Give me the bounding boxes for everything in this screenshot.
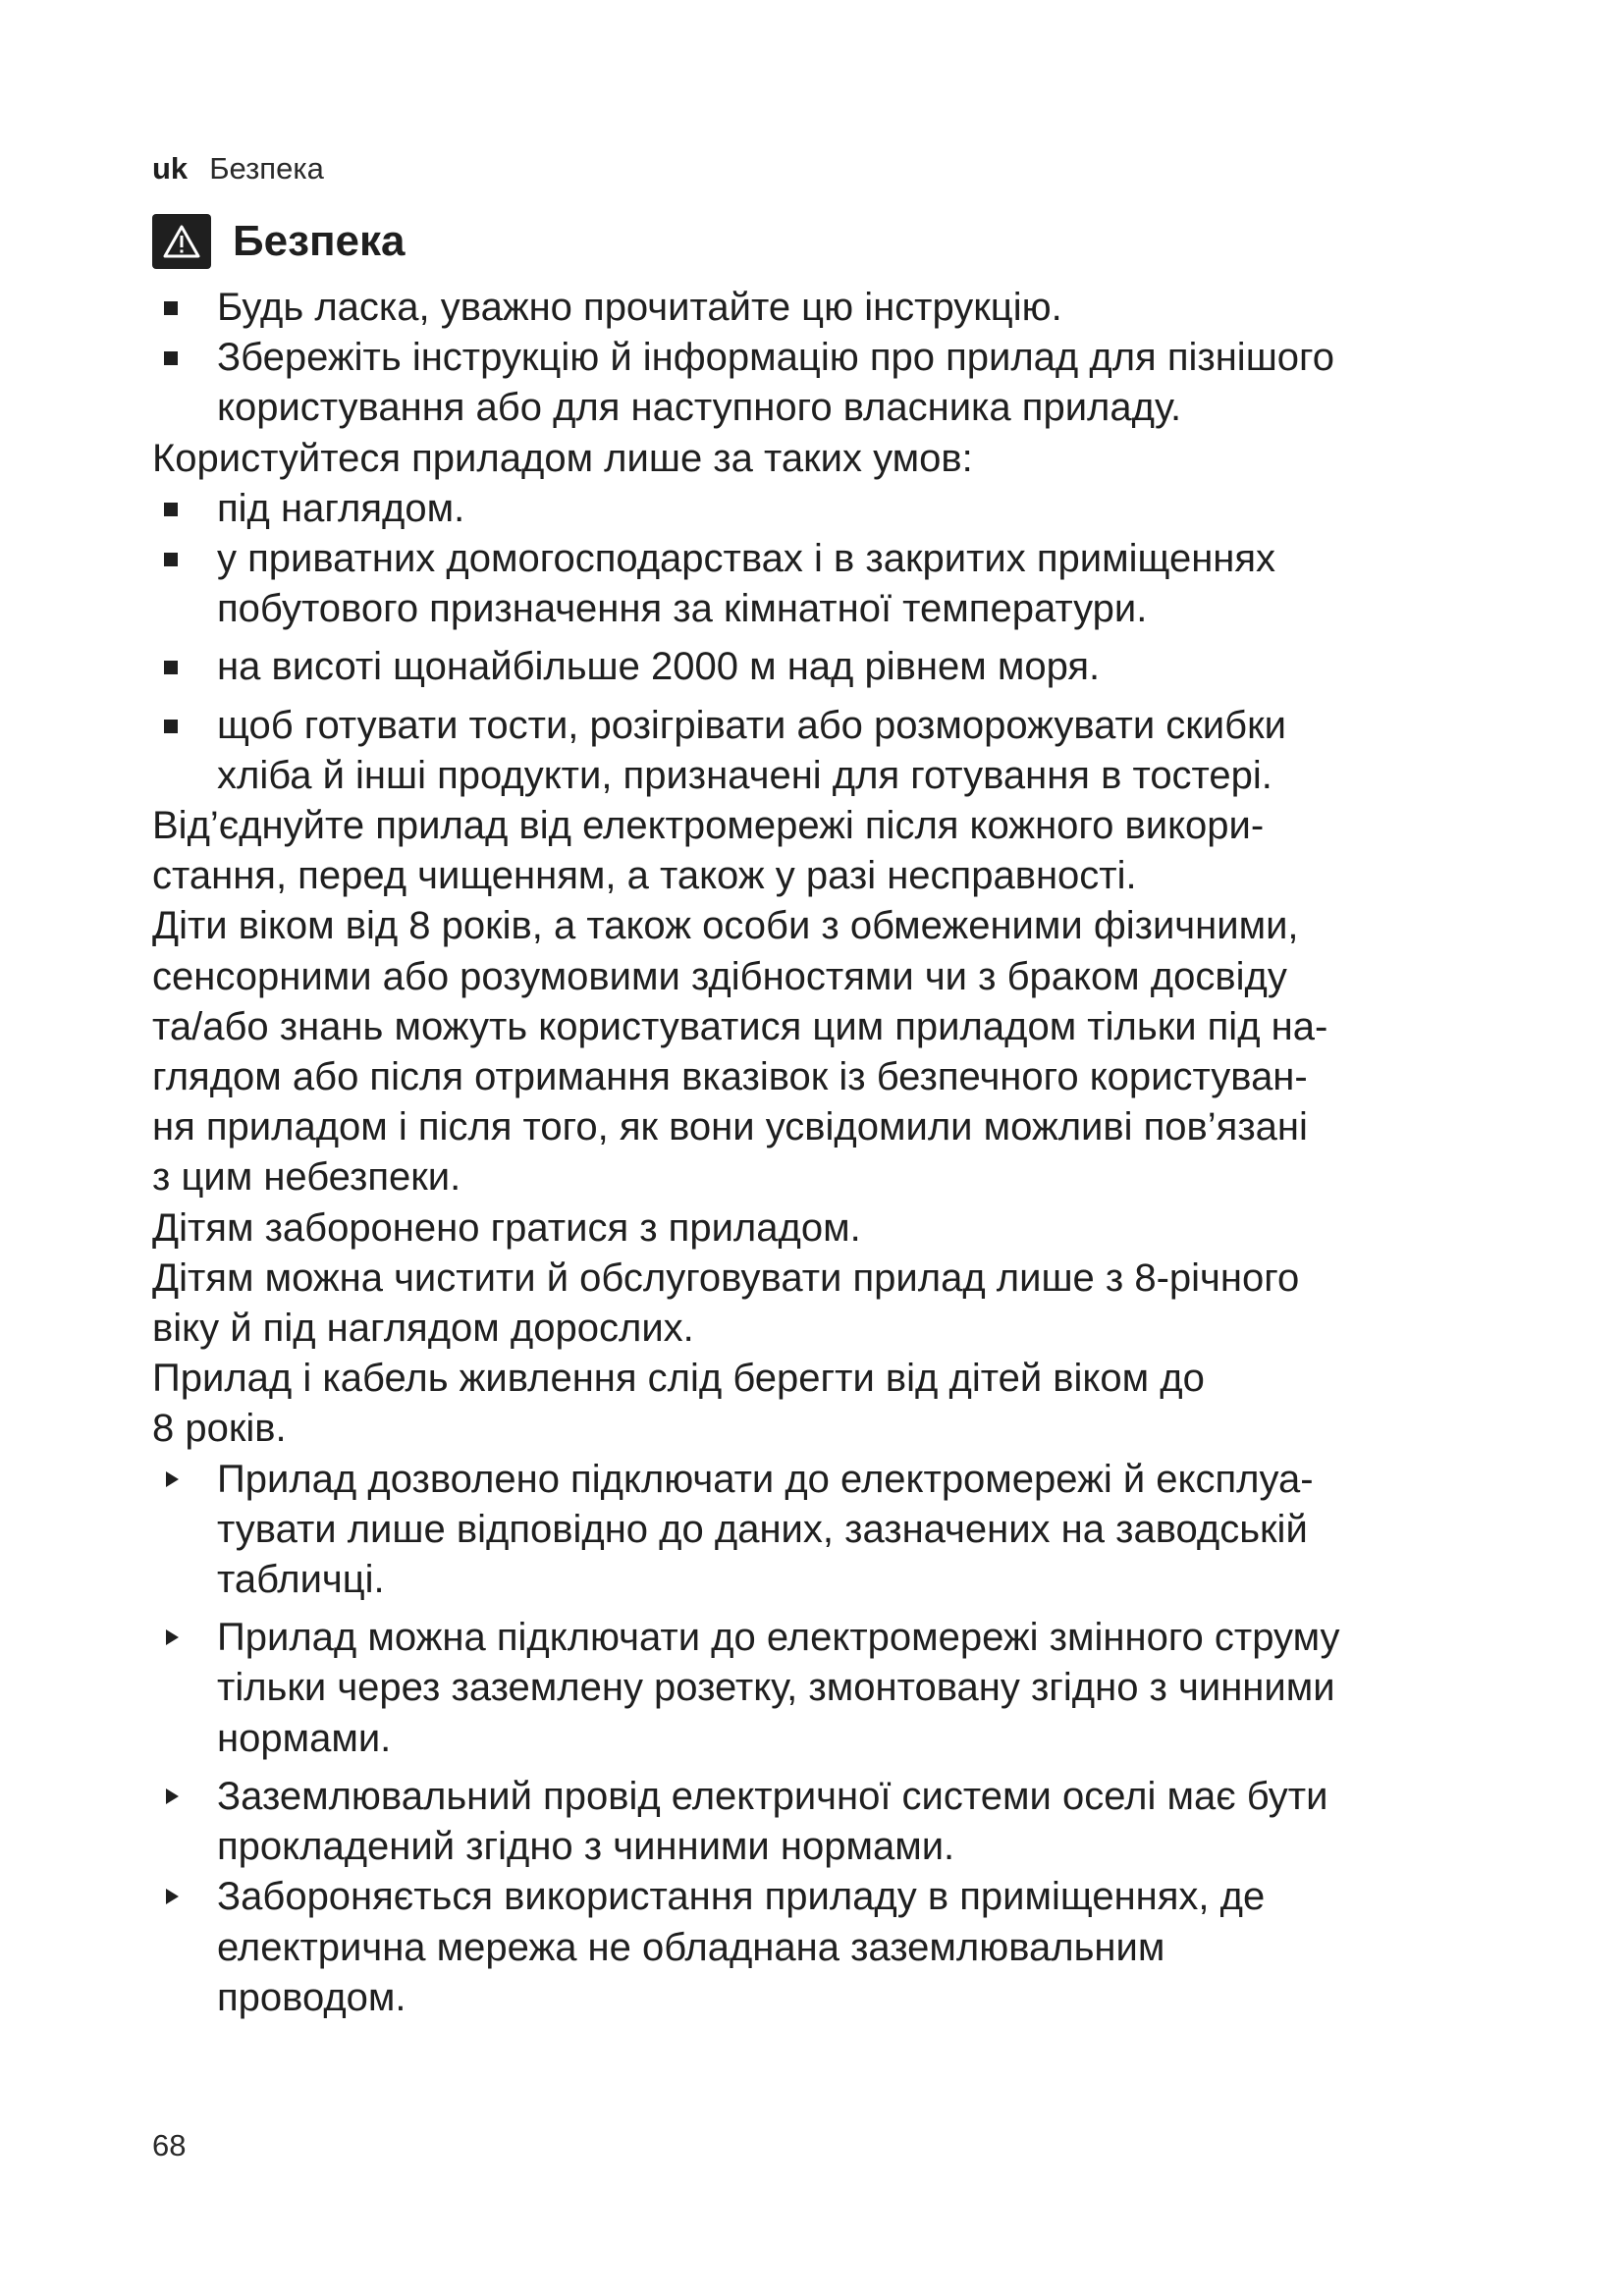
page-header — [152, 147, 324, 190]
paragraph: Дітям можна чистити й обслуговувати прилад лише з 8-річного віку й під наглядом дорослих. — [152, 1255, 1300, 1351]
list-item: щоб готувати тости, розігрівати або розморожувати скибки хліба й інші продукти, призначені для готування в тостері. — [152, 701, 1527, 801]
instruction-item: Прилад дозволено підключати до електромережі й експлуа- тувати лише відповідно до даних, зазначених на заводській табличці. — [152, 1455, 1527, 1606]
square-bullet-icon — [162, 701, 182, 751]
triangle-bullet-icon — [162, 1455, 182, 1505]
instruction-item: Прилад можна підключати до електромережі змінного струму тільки через заземлену розетку, змонтовану згідно з чинними нормами. — [152, 1613, 1527, 1764]
list-item: на висоті щонайбільше 2000 м над рівнем моря. — [152, 642, 1527, 692]
paragraph: Прилад і кабель живлення слід берегти від дітей віком до 8 років. — [152, 1357, 1205, 1451]
list-item: під наглядом. — [152, 484, 1527, 534]
conditions-heading: Користуйтеся приладом лише за таких умов: — [152, 436, 973, 480]
page-number: 68 — [152, 2128, 187, 2163]
triangle-bullet-icon — [162, 1772, 182, 1822]
safety-content — [152, 283, 1527, 2023]
square-bullet-icon — [162, 333, 182, 383]
instruction-item: Заземлювальний провід електричної системи оселі має бути прокладений згідно з чинними нормами. — [152, 1772, 1527, 1872]
paragraph: Дітям заборонено гратися з приладом. — [152, 1205, 861, 1250]
warning-triangle-icon — [152, 214, 211, 269]
instruction-item: Забороняється використання приладу в приміщеннях, де електрична мережа не обладнана заземлювальним проводом. — [152, 1872, 1527, 2023]
section-title-row — [152, 212, 406, 271]
square-bullet-icon — [162, 484, 182, 534]
triangle-bullet-icon — [162, 1872, 182, 1922]
paragraph: Діти віком від 8 років, а також особи з обмеженими фізичними, сенсорними або розумовими здібностями чи з браком досвіду та/або знань можуть користуватися цим приладом тільки під на- глядом або після отримання вказівок із безпечного користуван- ня приладом і після того, як вони усвідомили можливі пов’язані з цим небезпеки. — [152, 904, 1328, 1200]
square-bullet-icon — [162, 534, 182, 584]
language-code: uk — [152, 151, 189, 186]
paragraph: Від’єднуйте прилад від електромережі після кожного викори- стання, перед чищенням, а також у разі несправності. — [152, 804, 1265, 898]
triangle-bullet-icon — [162, 1613, 182, 1663]
section-title: Безпека — [233, 217, 406, 265]
section-name: Безпека — [209, 151, 324, 186]
square-bullet-icon — [162, 642, 182, 692]
list-item: у приватних домогосподарствах і в закритих приміщеннях побутового призначення за кімнатної температури. — [152, 534, 1527, 634]
square-bullet-icon — [162, 283, 182, 333]
list-item: Збережіть інструкцію й інформацію про прилад для пізнішого користування або для наступного власника приладу. — [152, 333, 1527, 433]
list-item: Будь ласка, уважно прочитайте цю інструкцію. — [152, 283, 1527, 333]
